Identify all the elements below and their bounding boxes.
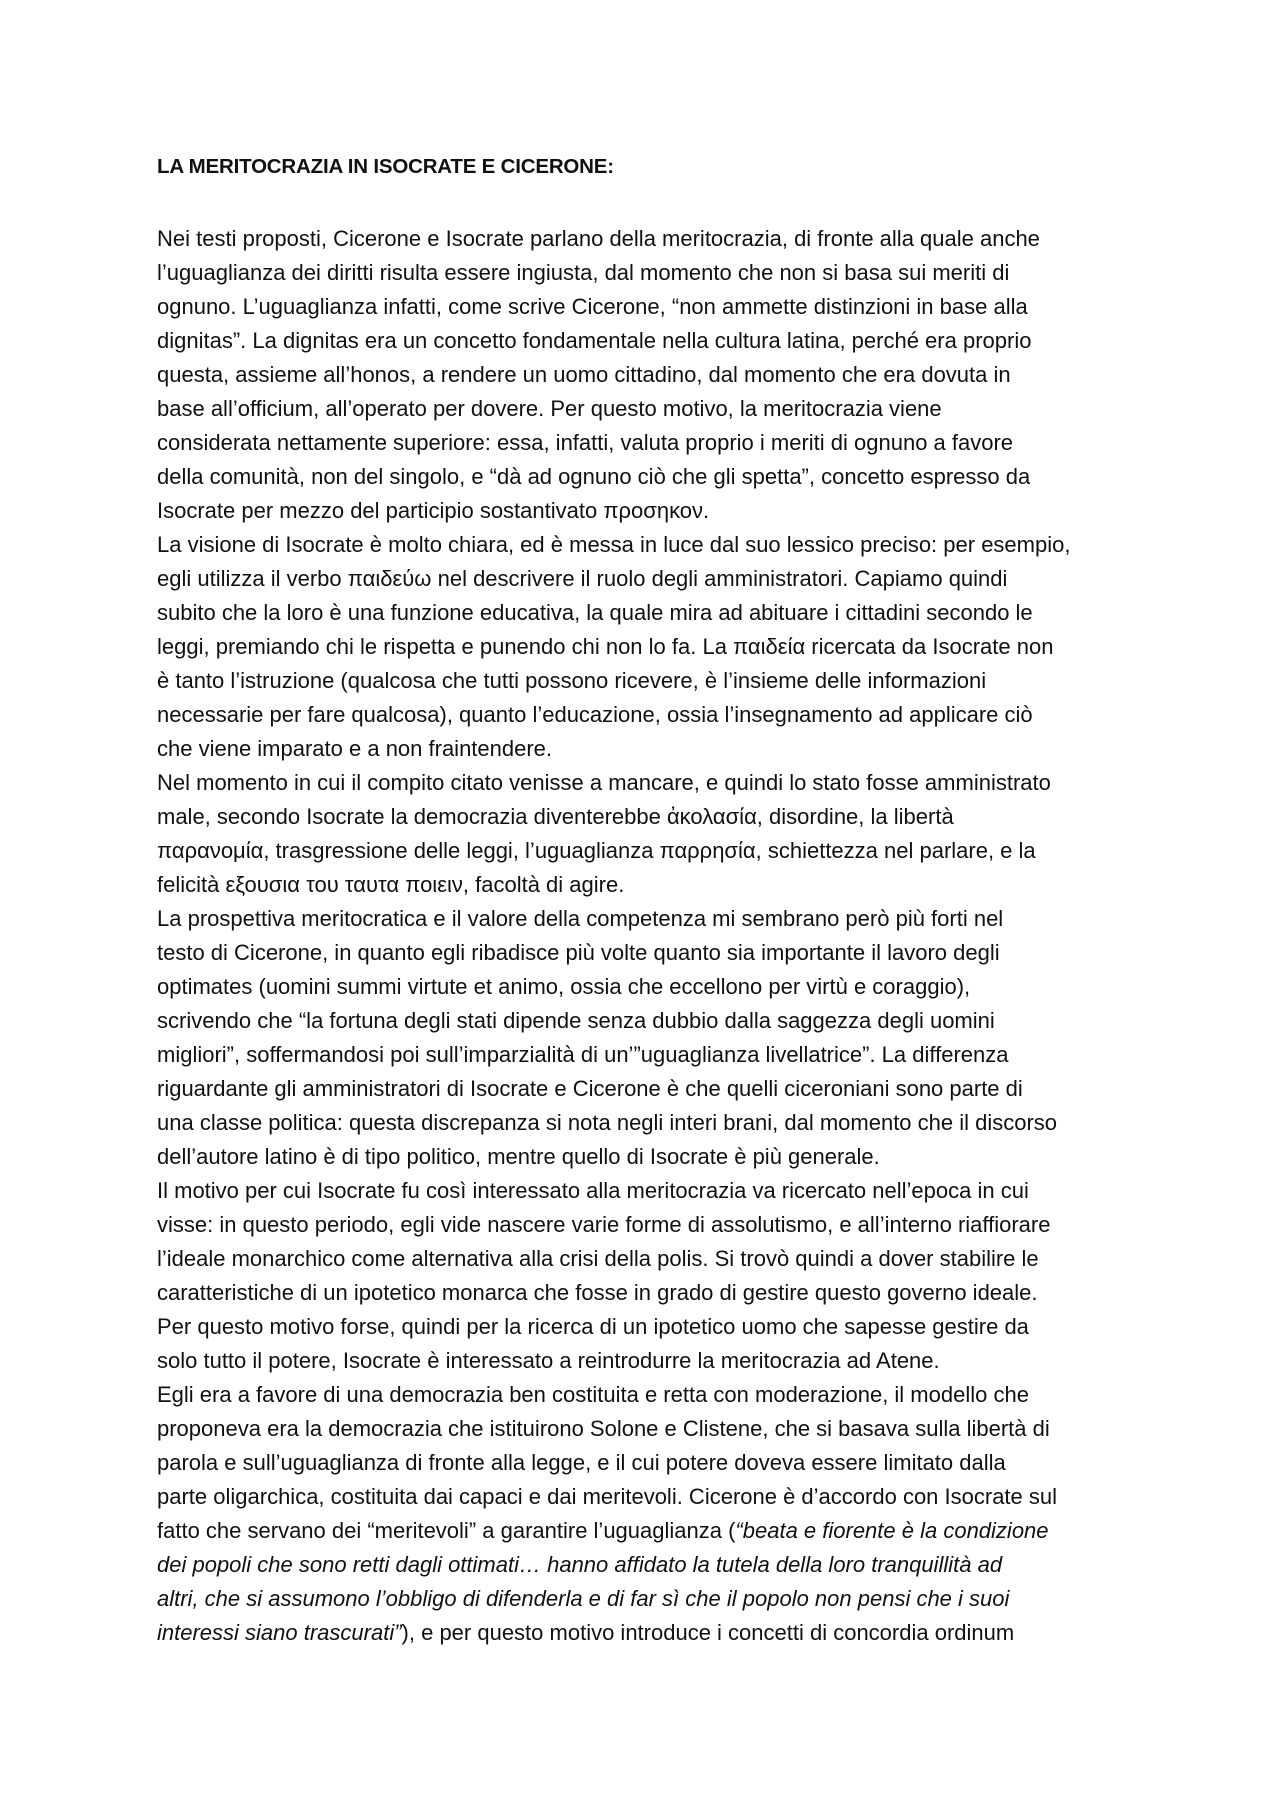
document-page bbox=[157, 150, 1137, 1650]
italic-quote: “beata e fiorente è la condizione bbox=[735, 1518, 1049, 1543]
text-line: questa, assieme all’honos, a rendere un uomo cittadino, dal momento che era dovuta in bbox=[157, 362, 1011, 387]
text-span: parola e sull’uguaglianza di fronte alla legge, e il cui potere doveva essere limitato dalla bbox=[157, 1450, 1006, 1475]
text-line: scrivendo che “la fortuna degli stati dipende senza dubbio dalla saggezza degli uomini bbox=[157, 1008, 995, 1033]
text-line: παρανομία, trasgressione delle leggi, l’uguaglianza παρρησία, schiettezza nel parlare, e la bbox=[157, 838, 1036, 863]
paragraph-6 bbox=[157, 1378, 1137, 1650]
italic-quote: altri, che si assumono l’obbligo di difenderla e di far sì che il popolo non pensi che i suoi bbox=[157, 1586, 1010, 1611]
text-line: caratteristiche di un ipotetico monarca che fosse in grado di gestire questo governo ideale. bbox=[157, 1280, 1038, 1305]
text-line: La visione di Isocrate è molto chiara, ed è messa in luce dal suo lessico preciso: per esempio, bbox=[157, 532, 1071, 557]
text-line bbox=[157, 1582, 1137, 1616]
text-line: solo tutto il potere, Isocrate è interessato a reintrodurre la meritocrazia ad Atene. bbox=[157, 1348, 940, 1373]
text-span: fatto che servano dei “meritevoli” a garantire l’uguaglianza ( bbox=[157, 1518, 736, 1543]
text-line: è tanto l’istruzione (qualcosa che tutti possono ricevere, è l’insieme delle informazioni bbox=[157, 668, 987, 693]
text-line: egli utilizza il verbo παιδεύω nel descrivere il ruolo degli amministratori. Capiamo quindi bbox=[157, 566, 1008, 591]
text-line: optimates (uomini summi virtute et animo, ossia che eccellono per virtù e coraggio), bbox=[157, 974, 971, 999]
document-title: LA MERITOCRAZIA IN ISOCRATE E CICERONE: bbox=[157, 155, 614, 178]
text-line: dignitas”. La dignitas era un concetto fondamentale nella cultura latina, perché era proprio bbox=[157, 328, 1032, 353]
text-span: Egli era a favore di una democrazia ben costituita e retta con moderazione, il modello che bbox=[157, 1382, 1029, 1407]
text-line: Il motivo per cui Isocrate fu così interessato alla meritocrazia va ricercato nell’epoca in cui bbox=[157, 1178, 1029, 1203]
text-line: Isocrate per mezzo del participio sostantivato προσηκον. bbox=[157, 498, 710, 523]
text-line: base all’officium, all’operato per dovere. Per questo motivo, la meritocrazia viene bbox=[157, 396, 942, 421]
text-line: subito che la loro è una funzione educativa, la quale mira ad abituare i cittadini secondo le bbox=[157, 600, 1033, 625]
paragraph-4 bbox=[157, 902, 1137, 1174]
paragraph-2 bbox=[157, 528, 1137, 766]
text-line: considerata nettamente superiore: essa, infatti, valuta proprio i meriti di ognuno a favore bbox=[157, 430, 1014, 455]
text-line bbox=[157, 1480, 1137, 1514]
text-span: parte oligarchica, costituita dai capaci e dai meritevoli. Cicerone è d’accordo con Isocrate sul bbox=[157, 1484, 1058, 1509]
text-line: visse: in questo periodo, egli vide nascere varie forme di assolutismo, e all’interno riaffiorare bbox=[157, 1212, 1051, 1237]
text-line: necessarie per fare qualcosa), quanto l’educazione, ossia l’insegnamento ad applicare ciò bbox=[157, 702, 1033, 727]
text-line: che viene imparato e a non fraintendere. bbox=[157, 736, 553, 761]
text-line: Nel momento in cui il compito citato venisse a mancare, e quindi lo stato fosse amministrato bbox=[157, 770, 1051, 795]
paragraph-1 bbox=[157, 222, 1137, 528]
text-line: migliori”, soffermandosi poi sull’imparzialità di un’”uguaglianza livellatrice”. La differenza bbox=[157, 1042, 1009, 1067]
paragraph-3 bbox=[157, 766, 1137, 902]
text-line bbox=[157, 1412, 1137, 1446]
text-line: della comunità, non del singolo, e “dà ad ognuno ciò che gli spetta”, concetto espresso da bbox=[157, 464, 1031, 489]
text-line: l’uguaglianza dei diritti risulta essere ingiusta, dal momento che non si basa sui meriti di bbox=[157, 260, 1010, 285]
text-line: leggi, premiando chi le rispetta e punendo chi non lo fa. La παιδεία ricercata da Isocrate non bbox=[157, 634, 1054, 659]
text-line: ognuno. L’uguaglianza infatti, come scrive Cicerone, “non ammette distinzioni in base alla bbox=[157, 294, 1028, 319]
text-line: felicità εξουσια του ταυτα ποιειν, facoltà di agire. bbox=[157, 872, 625, 897]
text-line bbox=[157, 1378, 1137, 1412]
italic-quote: dei popoli che sono retti dagli ottimati… hanno affidato la tutela della loro tranquillità ad bbox=[157, 1552, 1003, 1577]
text-line: Nei testi proposti, Cicerone e Isocrate parlano della meritocrazia, di fronte alla quale anche bbox=[157, 226, 1040, 251]
text-line: riguardante gli amministratori di Isocrate e Cicerone è che quelli ciceroniani sono parte di bbox=[157, 1076, 1023, 1101]
text-line bbox=[157, 1616, 1137, 1650]
text-line bbox=[157, 1514, 1137, 1548]
text-line: La prospettiva meritocratica e il valore della competenza mi sembrano però più forti nel bbox=[157, 906, 1004, 931]
text-span: ), e per questo motivo introduce i concetti di concordia ordinum bbox=[401, 1620, 1015, 1645]
paragraph-5 bbox=[157, 1174, 1137, 1378]
text-line: l’ideale monarchico come alternativa alla crisi della polis. Si trovò quindi a dover stabilire le bbox=[157, 1246, 1039, 1271]
text-span: proponeva era la democrazia che istituirono Solone e Clistene, che si basava sulla libertà di bbox=[157, 1416, 1050, 1441]
text-line bbox=[157, 1446, 1137, 1480]
text-line bbox=[157, 1548, 1137, 1582]
text-line: Per questo motivo forse, quindi per la ricerca di un ipotetico uomo che sapesse gestire da bbox=[157, 1314, 1029, 1339]
text-line: male, secondo Isocrate la democrazia diventerebbe ἀκολασία, disordine, la libertà bbox=[157, 804, 954, 829]
italic-quote: interessi siano trascurati” bbox=[157, 1620, 402, 1645]
text-line: dell’autore latino è di tipo politico, mentre quello di Isocrate è più generale. bbox=[157, 1144, 880, 1169]
text-line: una classe politica: questa discrepanza si nota negli interi brani, dal momento che il discorso bbox=[157, 1110, 1058, 1135]
text-line: testo di Cicerone, in quanto egli ribadisce più volte quanto sia importante il lavoro degli bbox=[157, 940, 1000, 965]
